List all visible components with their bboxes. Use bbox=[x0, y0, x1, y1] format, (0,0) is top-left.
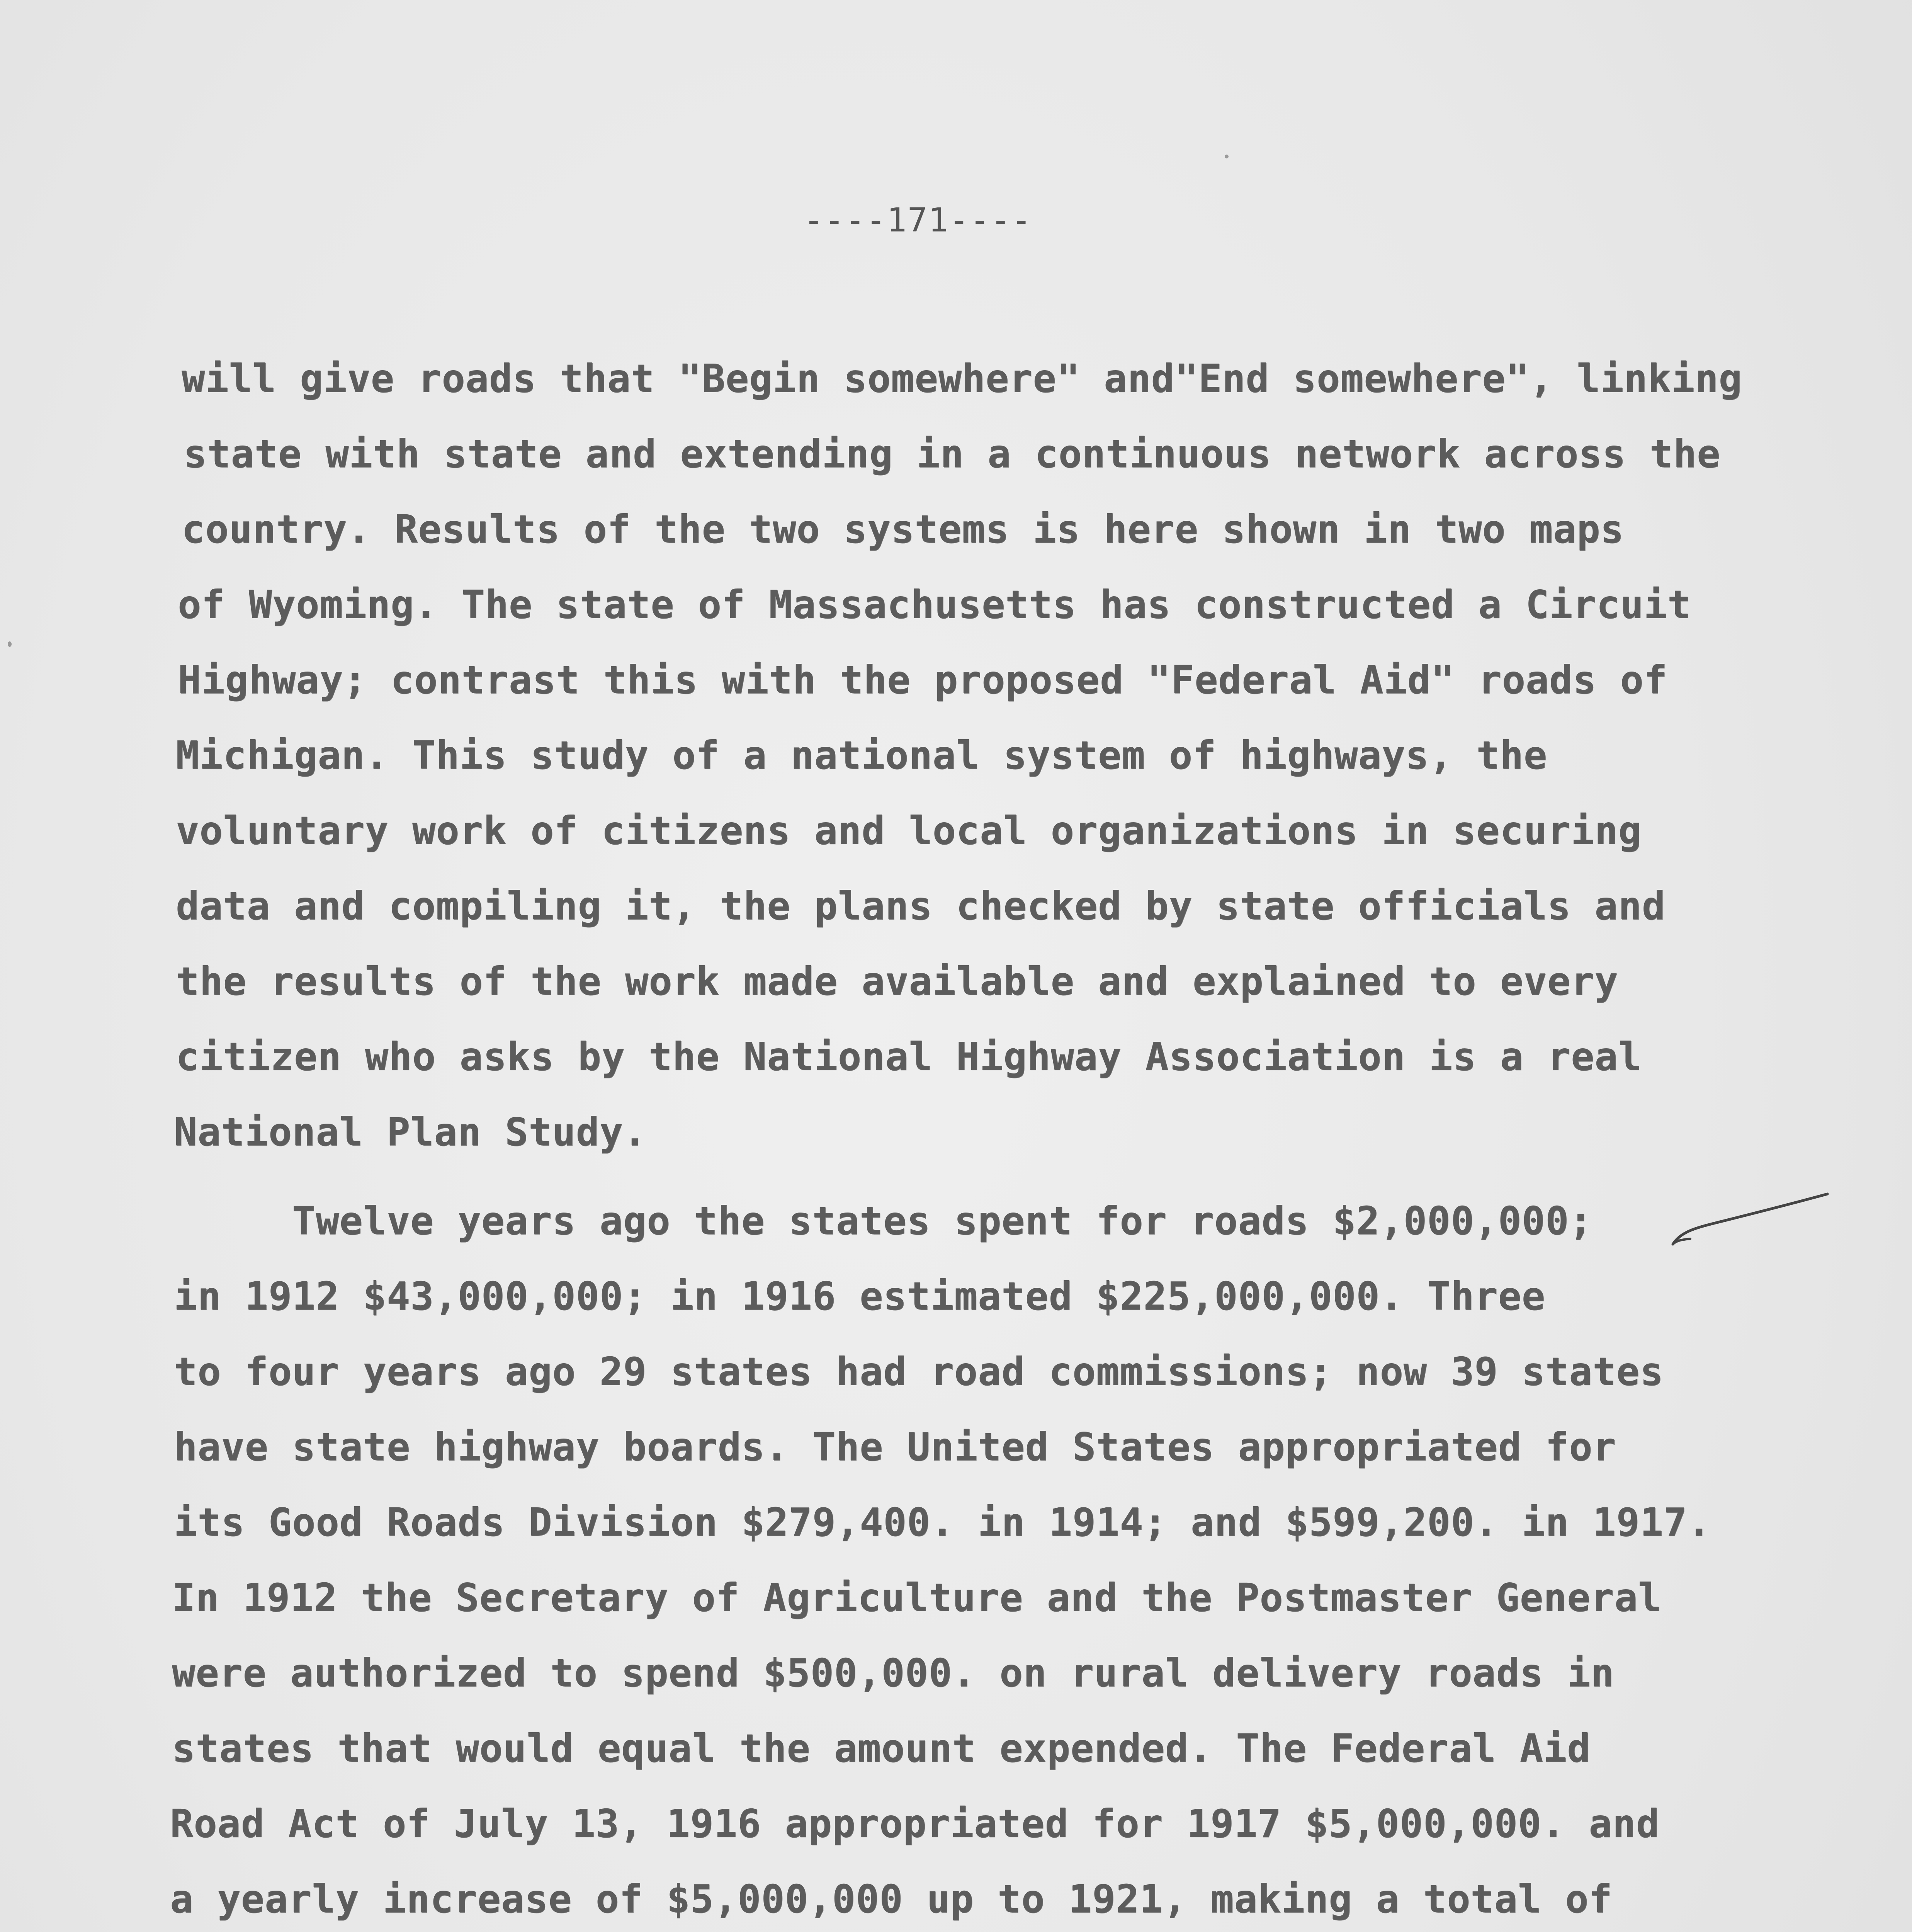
text-line: states that would equal the amount expended. The Federal Aid bbox=[172, 1726, 1591, 1771]
text-line: citizen who asks by the National Highway Association is a real bbox=[176, 1034, 1642, 1079]
text-line: were authorized to spend $500,000. on rural delivery roads in bbox=[172, 1650, 1615, 1696]
text-line: Twelve years ago the states spent for roads $2,000,000; bbox=[174, 1198, 1593, 1243]
page-number: ----171---- bbox=[804, 201, 1032, 240]
text-line: voluntary work of citizens and local organizations in securing bbox=[176, 808, 1642, 853]
paper-speck bbox=[8, 641, 12, 647]
text-line: In 1912 the Secretary of Agriculture and the Postmaster General bbox=[172, 1575, 1662, 1620]
text-line: a yearly increase of $5,000,000 up to 1921, making a total of bbox=[170, 1876, 1613, 1922]
text-line: the results of the work made available and explained to every bbox=[176, 959, 1618, 1004]
text-line: in 1912 $43,000,000; in 1916 estimated $225,000,000. Three bbox=[174, 1274, 1545, 1319]
text-line: of Wyoming. The state of Massachusetts has constructed a Circuit bbox=[178, 582, 1691, 627]
handwritten-check-mark bbox=[1669, 1190, 1831, 1252]
text-line: data and compiling it, the plans checked by state officials and bbox=[176, 883, 1666, 929]
text-line: Road Act of July 13, 1916 appropriated for 1917 $5,000,000. and bbox=[170, 1801, 1660, 1846]
text-line: will give roads that "Begin somewhere" and"End somewhere", linking bbox=[182, 356, 1742, 401]
text-line: to four years ago 29 states had road commissions; now 39 states bbox=[174, 1349, 1664, 1394]
text-line: have state highway boards. The United States appropriated for bbox=[174, 1424, 1616, 1469]
text-line: state with state and extending in a continuous network across the bbox=[184, 431, 1721, 476]
text-line: National Plan Study. bbox=[174, 1109, 647, 1155]
text-line: Highway; contrast this with the proposed "Federal Aid" roads of bbox=[178, 657, 1667, 702]
paper-speck bbox=[1225, 155, 1229, 158]
text-line: country. Results of the two systems is here shown in two maps bbox=[182, 507, 1624, 552]
text-line: its Good Roads Division $279,400. in 1914; and $599,200. in 1917. bbox=[174, 1500, 1711, 1545]
text-line: Michigan. This study of a national system of highways, the bbox=[176, 733, 1547, 778]
